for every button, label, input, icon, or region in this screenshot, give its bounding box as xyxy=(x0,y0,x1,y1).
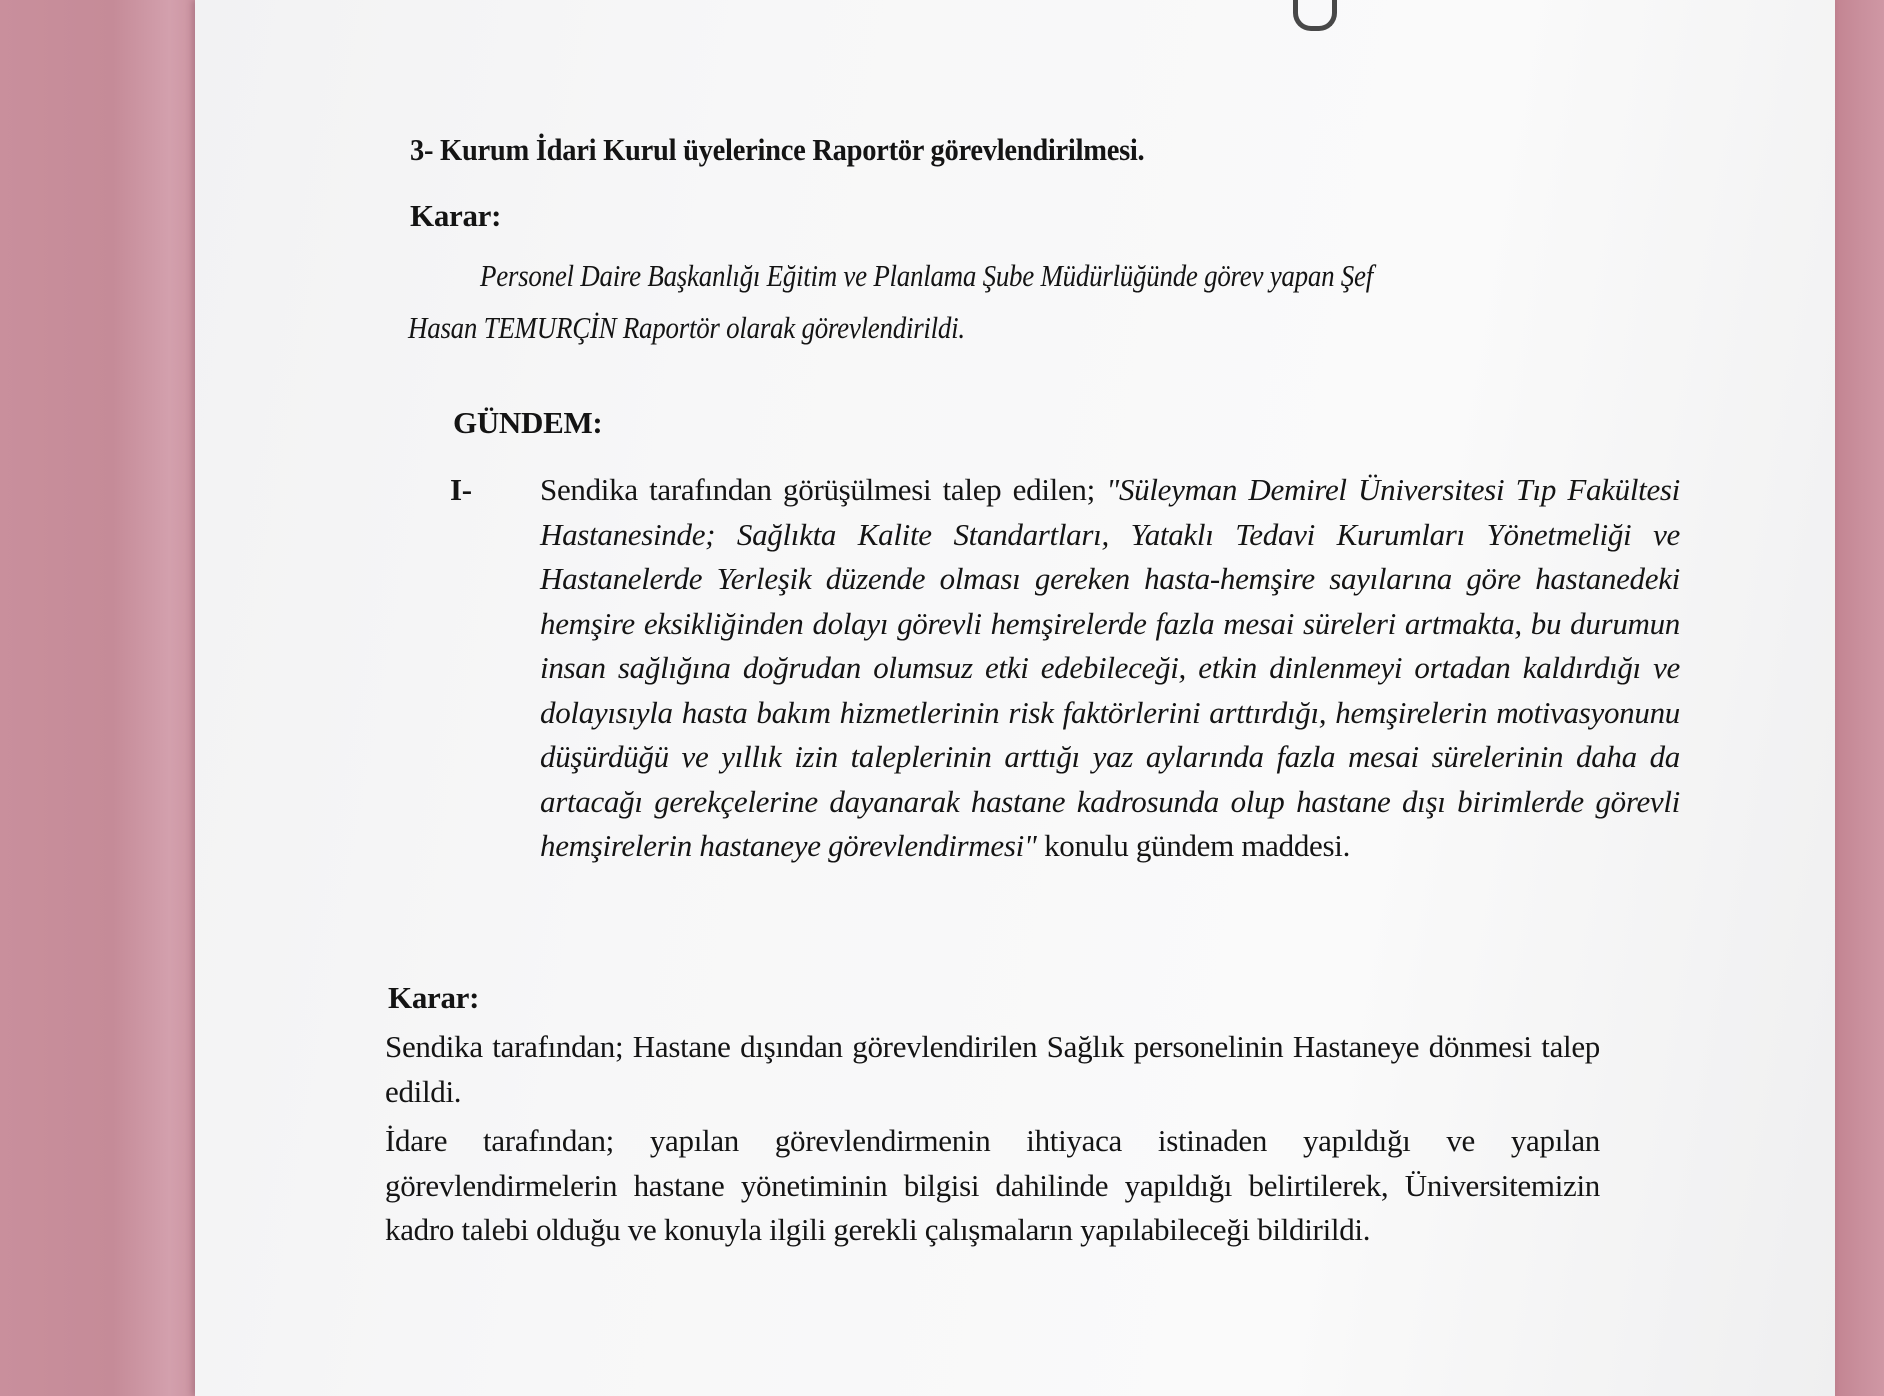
document-content xyxy=(195,0,1835,1396)
agenda-item-number: I- xyxy=(450,472,472,507)
decision-label-2: Karar: xyxy=(388,980,480,1015)
agenda-item-intro: Sendika tarafından görüşülmesi talep edilen; xyxy=(540,472,1107,507)
agenda-item-outro: konulu gündem maddesi. xyxy=(1036,828,1351,863)
decision-paragraph-2: İdare tarafından; yapılan görevlendirmenin ihtiyaca istinaden yapıldığı ve yapılan görevlendirmelerin hastane yönetiminin bilgisi dahilinde yapıldığı belirtilerek, Üniversitemizin kadro talebi olduğu ve konuyla ilgili gerekli çalışmaların yapılabileceği bildirildi. xyxy=(385,1123,1600,1247)
decision-text-line-2: Hasan TEMURÇİN Raportör olarak görevlendirildi. xyxy=(408,310,965,345)
agenda-item-quote: "Süleyman Demirel Üniversitesi Tıp Fakültesi Hastanesinde; Sağlıkta Kalite Standartları, Yataklı Tedavi Kurumları Yönetmeliği ve Hastanelerde Yerleşik düzende olması gereken hasta-hemşire sayılarına göre hastanedeki hemşire eksikliğinden dolayı görevli hemşirelerde fazla mesai süreleri artmakta, bu durumun insan sağlığına doğrudan olumsuz etki edebileceği, etkin dinlenmeyi ortadan kaldırdığı ve dolayısıyla hasta bakım hizmetlerinin risk faktörlerini arttırdığı, hemşirelerin motivasyonunu düşürdüğü ve yıllık izin taleplerinin arttığı yaz aylarında fazla mesai sürelerinin daha da artacağı gerekçelerine dayanarak hastane kadrosunda olup hastane dışı birimlerde görevli hemşirelerin hastaneye görevlendirmesi" xyxy=(540,472,1680,863)
section-heading: 3- Kurum İdari Kurul üyelerince Raportör görevlendirilmesi. xyxy=(410,132,1145,167)
decision-text-line-1: Personel Daire Başkanlığı Eğitim ve Planlama Şube Müdürlüğünde görev yapan Şef xyxy=(480,258,1373,293)
agenda-heading: GÜNDEM: xyxy=(453,405,603,440)
decision-label-1: Karar: xyxy=(410,198,502,233)
document-page xyxy=(195,0,1835,1396)
decision-paragraph-1: Sendika tarafından; Hastane dışından görevlendirilen Sağlık personelinin Hastaneye dönmesi talep edildi. xyxy=(385,1029,1600,1109)
agenda-item-text xyxy=(540,468,1680,869)
